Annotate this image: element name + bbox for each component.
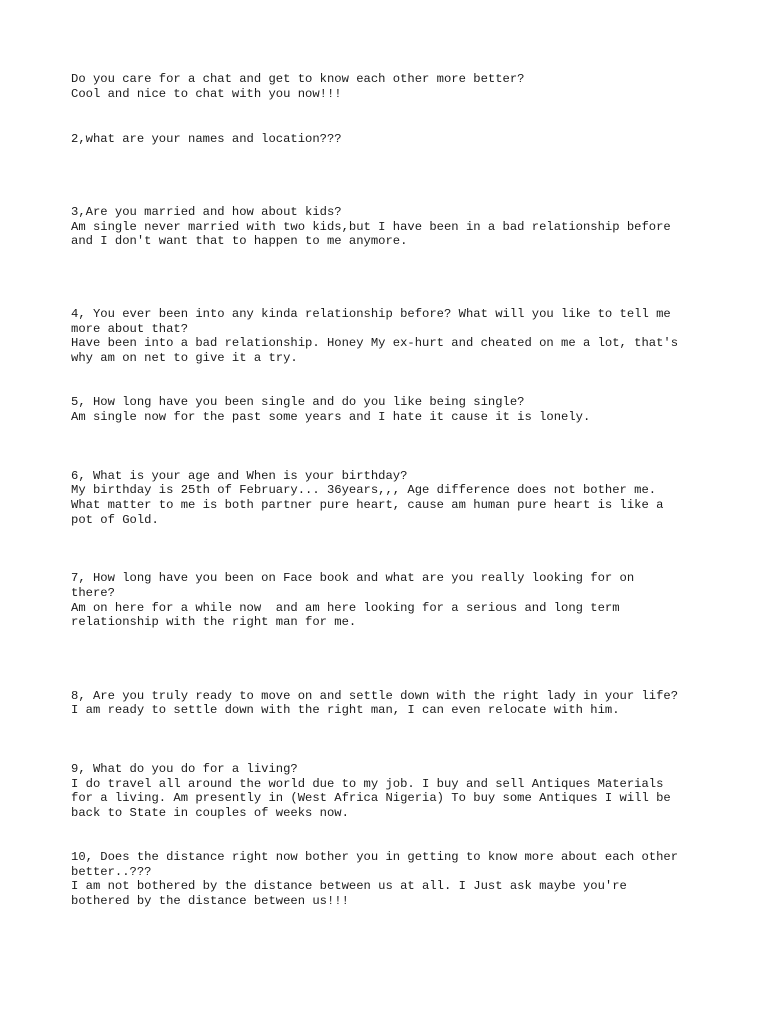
q4-answer-line-1: Have been into a bad relationship. Honey My ex-hurt and cheated on me a lot, that's xyxy=(71,336,679,350)
q3-question-line-1: 3,Are you married and how about kids? xyxy=(71,205,342,219)
q7-answer-line-2: relationship with the right man for me. xyxy=(71,615,357,629)
q10-answer-line-2: bothered by the distance between us!!! xyxy=(71,894,349,908)
q7-question-line-2: there? xyxy=(71,586,115,600)
q9-answer-line-1: I do travel all around the world due to my job. I buy and sell Antiques Materials xyxy=(71,777,664,791)
q3-answer-line-2: and I don't want that to happen to me anymore. xyxy=(71,234,408,248)
q9-question-line-1: 9, What do you do for a living? xyxy=(71,762,298,776)
q9-answer-line-3: back to State in couples of weeks now. xyxy=(71,806,349,820)
q6-answer-line-3: pot of Gold. xyxy=(71,513,159,527)
q7-question-line-1: 7, How long have you been on Face book and what are you really looking for on xyxy=(71,571,635,585)
q8-question-line-1: 8, Are you truly ready to move on and settle down with the right lady in your life? xyxy=(71,689,679,703)
q4-question-line-2: more about that? xyxy=(71,322,189,336)
q10-question-line-2: better..??? xyxy=(71,865,152,879)
q10-question-line-1: 10, Does the distance right now bother you in getting to know more about each other xyxy=(71,850,679,864)
q10-answer-line-1: I am not bothered by the distance between us at all. I Just ask maybe you're xyxy=(71,879,627,893)
q6-question-line-1: 6, What is your age and When is your birthday? xyxy=(71,469,408,483)
q4-answer-line-2: why am on net to give it a try. xyxy=(71,351,298,365)
q3-answer-line-1: Am single never married with two kids,but I have been in a bad relationship before xyxy=(71,220,671,234)
q2-question-line-1: 2,what are your names and location??? xyxy=(71,132,342,146)
q6-answer-line-2: What matter to me is both partner pure heart, cause am human pure heart is like a xyxy=(71,498,664,512)
q6-answer-line-1: My birthday is 25th of February... 36years,,, Age difference does not bother me. xyxy=(71,483,657,497)
q9-answer-line-2: for a living. Am presently in (West Africa Nigeria) To buy some Antiques I will be xyxy=(71,791,671,805)
q5-answer-line-1: Am single now for the past some years and I hate it cause it is lonely. xyxy=(71,410,591,424)
q8-answer-line-1: I am ready to settle down with the right man, I can even relocate with him. xyxy=(71,703,620,717)
q4-question-line-1: 4, You ever been into any kinda relationship before? What will you like to tell me xyxy=(71,307,671,321)
q7-answer-line-1: Am on here for a while now and am here looking for a serious and long term xyxy=(71,601,620,615)
intro-question-line-1: Do you care for a chat and get to know each other more better? xyxy=(71,72,525,86)
intro-answer-line-1: Cool and nice to chat with you now!!! xyxy=(71,87,342,101)
q5-question-line-1: 5, How long have you been single and do you like being single? xyxy=(71,395,525,409)
